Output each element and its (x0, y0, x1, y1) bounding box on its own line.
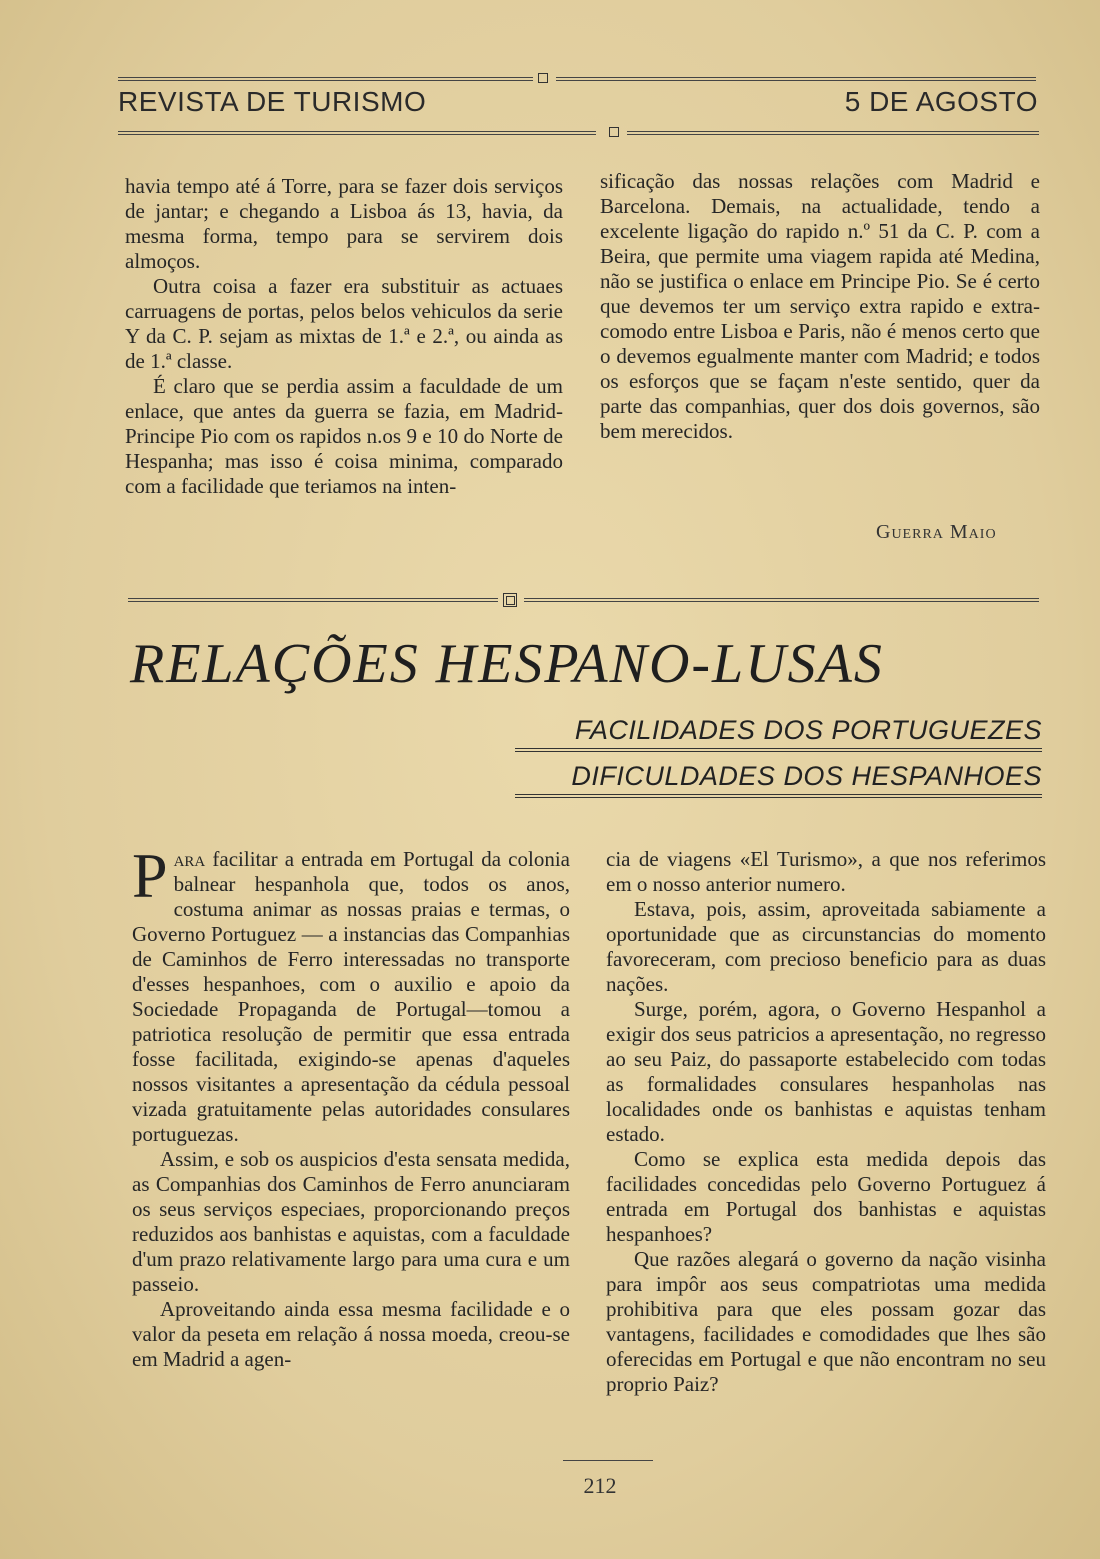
paragraph: É claro que se perdia assim a faculdade de um enlace, que antes da guerra se fazia, em Madrid-Principe Pio com os rapidos n.os 9 e 10 do Norte de Hespanha; mas isso é coisa minima, comparado com a facilidade que teriamos na inten- (125, 374, 563, 498)
lead-text: facilitar a entrada em Portugal da colonia balnear hespanhola que, todos os anos, costuma animar as nossas praias e termas, o Governo Portuguez — a instancias das Companhias de Caminhos de Ferro interessadas no transporte d'esses hespanhoes, com o auxilio e apoio da Sociedade Propaganda de Portugal—tomou a patriotica resolução de permitir que essa entrada fosse facilitada, exigindo-se apenas d'aqueles nossos visitantes a apresentação da cédula pessoal vizada gratuitamente pelas autoridades consulares portuguezas. (132, 847, 570, 1146)
paragraph: Aproveitando ainda essa mesma facilidade e o valor da peseta em relação á nossa moeda, creou-se em Madrid a agen- (132, 1297, 570, 1371)
paragraph: Assim, e sob os auspicios d'esta sensata medida, as Companhias dos Caminhos de Ferro anunciaram os seus serviços especiaes, proporcionando preços reduzidos aos banhistas e aquistas, com a faculdade d'um prazo relativamente largo para uma cura e um passeio. (132, 1147, 570, 1296)
paragraph: Estava, pois, assim, aproveitada sabiamente a oportunidade que as circunstancias do momento favoreceram, com precioso beneficio para as duas nações. (606, 897, 1046, 996)
paragraph: sificação das nossas relações com Madrid e Barcelona. Demais, na actualidade, tendo a excelente ligação do rapido n.º 51 da C. P. com a Beira, que permite uma viagem rapida até Medina, não se justifica o enlace em Principe Pio. Se é certo que devemos ter um serviço extra rapido e extra-comodo entre Lisboa e Paris, não é menos certo que o devemos egualmente manter com Madrid; e todos os esforços que se façam n'este sentido, quer da parte das companhias, quer dos dois governos, são bem merecidos. (600, 169, 1040, 443)
article-title: RELAÇÕES HESPANO-LUSAS (130, 633, 884, 695)
paragraph: cia de viagens «El Turismo», a que nos referimos em o nosso anterior numero. (606, 847, 1046, 896)
page-number: 212 (583, 1473, 617, 1498)
separator-rule-left (128, 598, 498, 602)
header-bottom-ornament (609, 127, 619, 137)
previous-article-right-column (600, 169, 1040, 444)
paragraph: Surge, porém, agora, o Governo Hespanhol a exigir dos seus patricios a apresentação, no regresso ao seu Paiz, do passaporte estabelecido com todas as formalidades consulares hespanholas nas localidades onde os banhistas e aquistas tenham estado. (606, 997, 1046, 1146)
paragraph: havia tempo até á Torre, para se fazer dois serviços de jantar; e chegando a Lisboa ás 13, havia, da mesma forma, tempo para se servirem dois almoços. (125, 174, 563, 273)
drop-cap: P (132, 840, 168, 911)
lead-smallcaps: ara (173, 847, 206, 871)
paragraph: Que razões alegará o governo da nação visinha para impôr aos seus compatriotas uma medida prohibitiva para que eles possam gozar das vantagens, facilidades e comodidades que lhes são oferecidas em Portugal e que não encontram no seu proprio Paiz? (606, 1247, 1046, 1396)
author-signature: Guerra Maio (876, 521, 997, 543)
issue-date: 5 DE AGOSTO (844, 86, 1038, 117)
journal-title: REVISTA DE TURISMO (118, 86, 427, 117)
header-top-ornament (538, 73, 548, 83)
lead-paragraph (132, 840, 570, 1147)
article-left-column (132, 840, 570, 1372)
footer-rule (563, 1460, 653, 1461)
subtitle-rule-1 (515, 748, 1042, 752)
separator-ornament (503, 593, 517, 607)
header-bottom-rule-left (118, 131, 596, 135)
separator-rule-right (524, 598, 1039, 602)
article-subtitle-dificuldades: DIFICULDADES DOS HESPANHOES (571, 761, 1042, 791)
previous-article-left-column (125, 174, 563, 499)
paragraph: Outra coisa a fazer era substituir as actuaes carruagens de portas, pelos belos vehiculos da serie Y da C. P. sejam as mixtas de 1.ª e 2.ª, ou ainda as de 1.ª classe. (125, 274, 563, 373)
subtitle-rule-2 (515, 794, 1042, 798)
paragraph: Como se explica esta medida depois das facilidades concedidas pelo Governo Portuguez á entrada em Portugal dos banhistas e aquistas hespanhoes? (606, 1147, 1046, 1246)
header-top-rule-left (118, 77, 533, 81)
article-subtitle-facilidades: FACILIDADES DOS PORTUGUEZES (574, 715, 1042, 745)
header-bottom-rule-right (627, 131, 1039, 135)
article-right-column (606, 847, 1046, 1397)
header-top-rule-right (556, 77, 1036, 81)
